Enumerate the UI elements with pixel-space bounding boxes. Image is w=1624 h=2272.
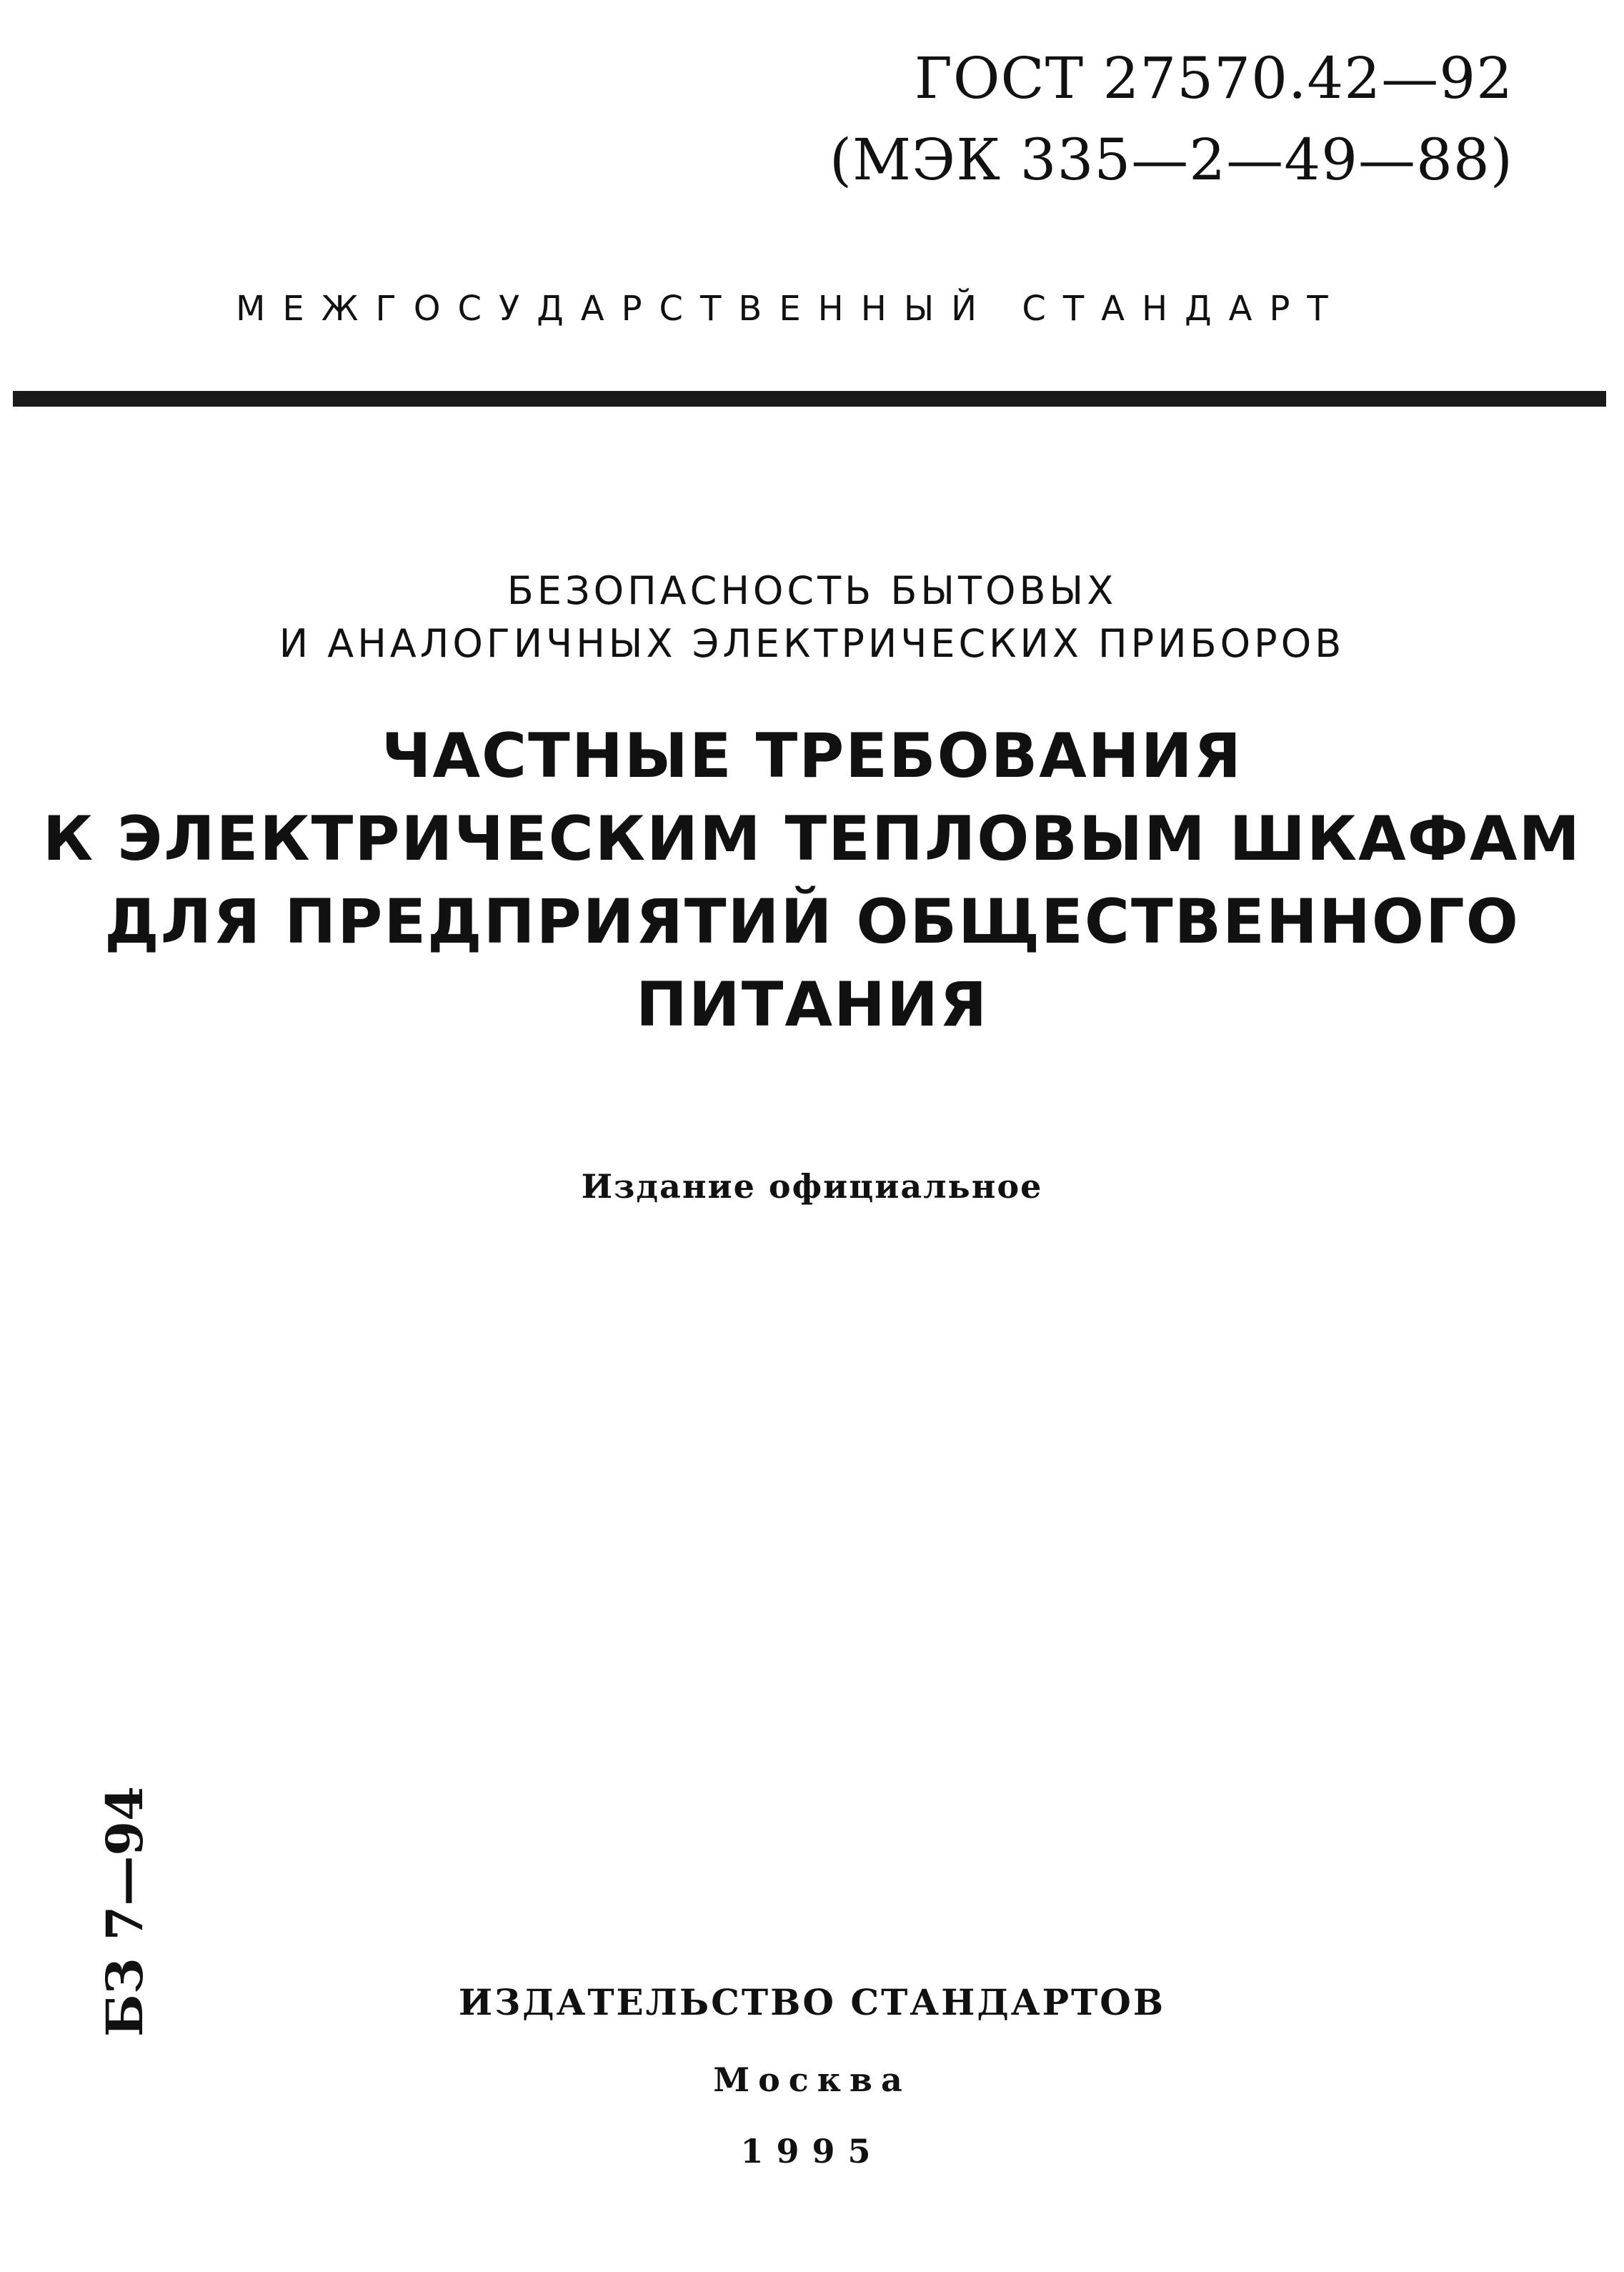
standard-type-heading: МЕЖГОСУДАРСТВЕННЫЙ СТАНДАРТ	[236, 289, 1345, 329]
title-line: К ЭЛЕКТРИЧЕСКИМ ТЕПЛОВЫМ ШКАФАМ	[42, 803, 1582, 875]
publisher-name: ИЗДАТЕЛЬСТВО СТАНДАРТОВ	[458, 1981, 1166, 2023]
iec-code: (МЭК 335—2—49—88)	[829, 127, 1513, 193]
side-code: БЗ 7—94	[95, 1786, 154, 2037]
subtitle-line: БЕЗОПАСНОСТЬ БЫТОВЫХ	[507, 568, 1117, 613]
title-line: ДЛЯ ПРЕДПРИЯТИЙ ОБЩЕСТВЕННОГО	[104, 886, 1520, 958]
edition-label: Издание официальное	[581, 1167, 1043, 1206]
publication-year: 1995	[740, 2132, 884, 2171]
header-divider	[13, 391, 1606, 407]
title-line: ЧАСТНЫЕ ТРЕБОВАНИЯ	[382, 720, 1242, 792]
subtitle-line: И АНАЛОГИЧНЫХ ЭЛЕКТРИЧЕСКИХ ПРИБОРОВ	[279, 621, 1345, 666]
publication-city: Москва	[713, 2060, 911, 2099]
title-line: ПИТАНИЯ	[635, 969, 989, 1041]
gost-code: ГОСТ 27570.42—92	[914, 45, 1513, 111]
document-subtitle	[0, 565, 1624, 670]
document-title	[0, 715, 1624, 1046]
